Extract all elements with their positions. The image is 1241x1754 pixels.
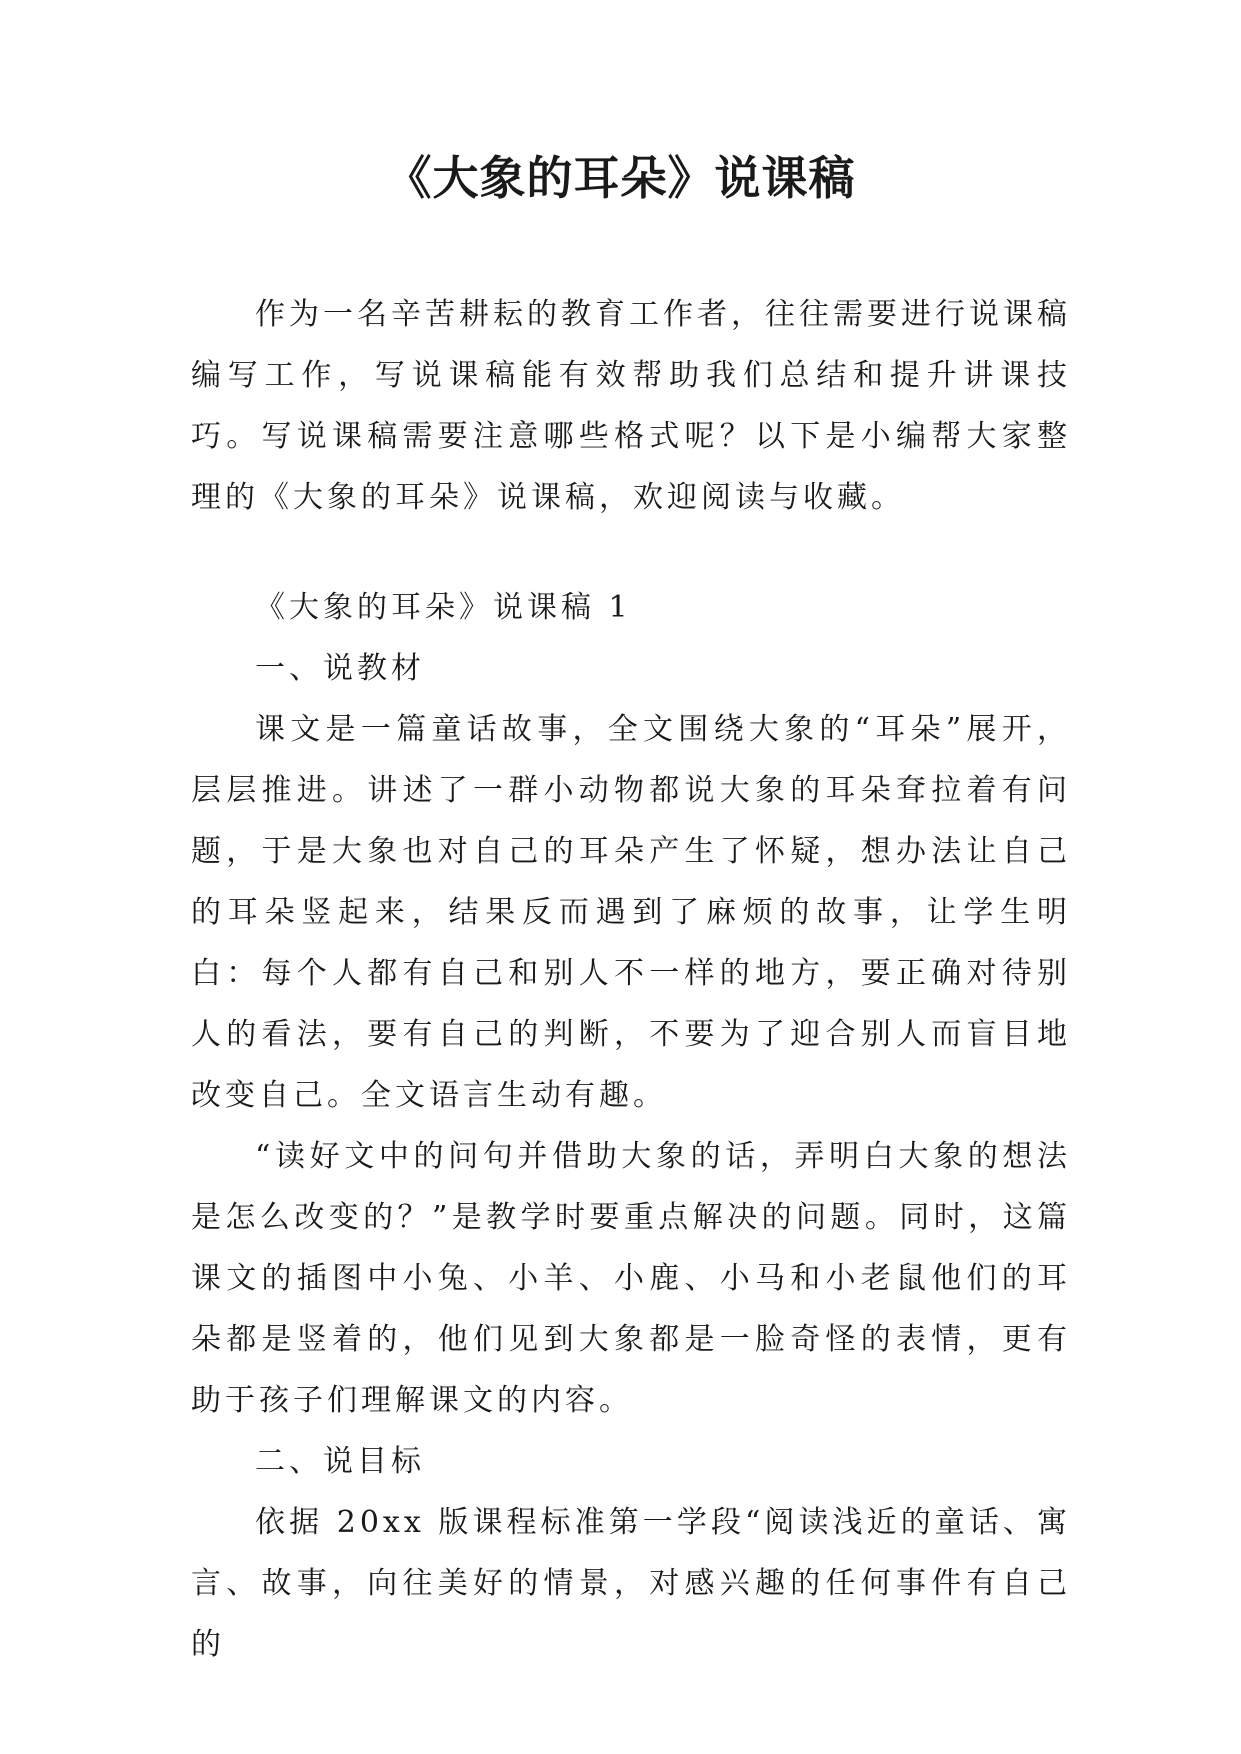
section-heading-1: 《大象的耳朵》说课稿 1 bbox=[255, 590, 632, 625]
subheading-objectives: 二、说目标 bbox=[255, 1444, 425, 1479]
paragraph-objectives: 依据 20xx 版课程标准第一学段“阅读浅近的童话、寓言、故事，向往美好的情景，对感兴趣的任何事件有自己的 bbox=[191, 1505, 1071, 1662]
paragraph-textbook: 课文是一篇童话故事，全文围绕大象的“耳朵”展开，层层推进。讲述了一群小动物都说大象的耳朵耷拉着有问题，于是大象也对自己的耳朵产生了怀疑，想办法让自己的耳朵竖起来，结果反而遇到了麻烦的故事，让学生明白：每个人都有自己和别人不一样的地方，要正确对待别人的看法，要有自己的判断，不要为了迎合别人而盲目地改变自己。全文语言生动有趣。 bbox=[191, 712, 1071, 1113]
subheading-textbook: 一、说教材 bbox=[255, 651, 425, 686]
intro-paragraph: 作为一名辛苦耕耘的教育工作者，往往需要进行说课稿编写工作，写说课稿能有效帮助我们总结和提升讲课技巧。写说课稿需要注意哪些格式呢？以下是小编帮大家整理的《大象的耳朵》说课稿，欢迎阅读与收藏。 bbox=[191, 297, 1071, 515]
document-title: 《大象的耳朵》说课稿 bbox=[385, 151, 856, 205]
main-section bbox=[191, 577, 1071, 1675]
paragraph-key-question: “读好文中的问句并借助大象的话，弄明白大象的想法是怎么改变的？”是教学时要重点解决的问题。同时，这篇课文的插图中小兔、小羊、小鹿、小马和小老鼠他们的耳朵都是竖着的，他们见到大象都是一脸奇怪的表情，更有助于孩子们理解课文的内容。 bbox=[191, 1139, 1071, 1418]
intro-section bbox=[191, 284, 1071, 528]
